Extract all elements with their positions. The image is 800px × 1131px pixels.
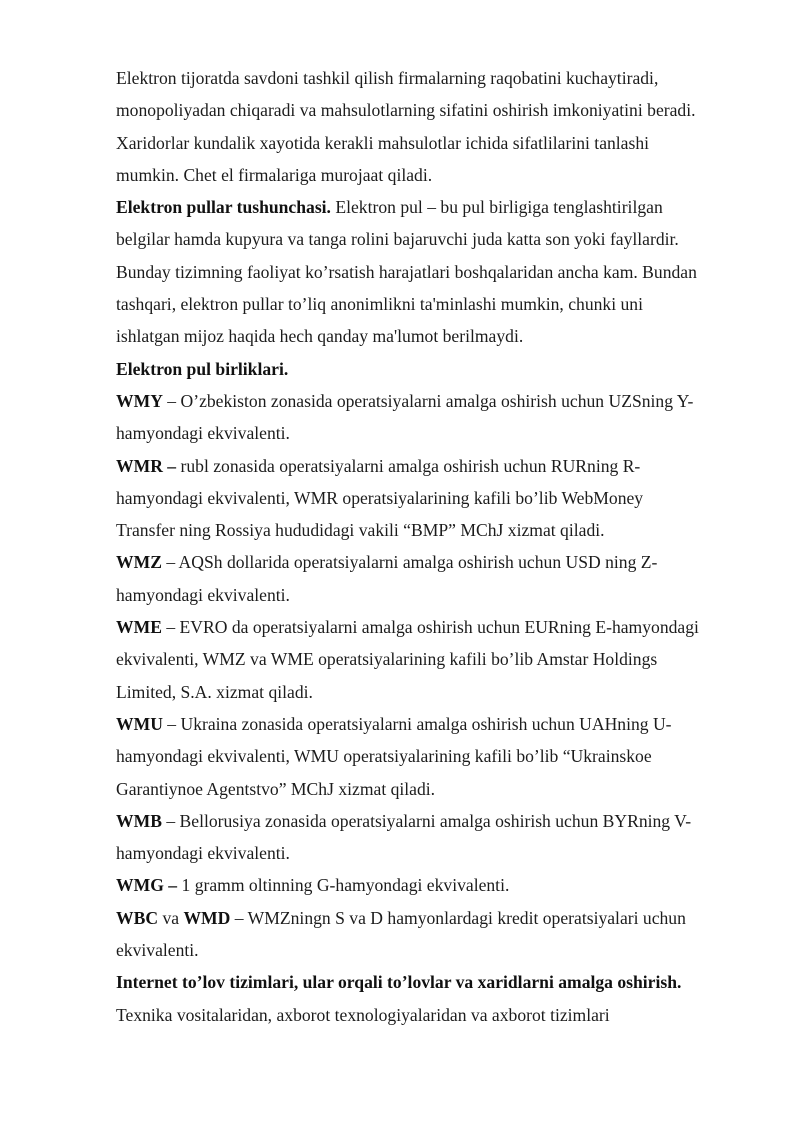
text-line bbox=[116, 191, 756, 223]
term-label: WMY bbox=[116, 390, 163, 411]
text-line bbox=[116, 869, 756, 901]
text-line: hamyondagi ekvivalenti. bbox=[116, 584, 290, 605]
text-run: 1 gramm oltinning G-hamyondagi ekvivalenti. bbox=[177, 875, 510, 896]
term-label: WMZ bbox=[116, 552, 162, 573]
text-line: Texnika vositalaridan, axborot texnologiyalaridan va axborot tizimlari bbox=[116, 1004, 610, 1025]
text-run: – O’zbekiston zonasida operatsiyalarni amalga oshirish uchun UZSning Y- bbox=[162, 390, 694, 411]
text-line: hamyondagi ekvivalenti. bbox=[116, 423, 290, 444]
text-line: monopoliyadan chiqaradi va mahsulotlarning sifatini oshirish imkoniyatini beradi. bbox=[116, 100, 696, 121]
text-line bbox=[116, 450, 756, 482]
text-run: – AQSh dollarida operatsiyalarni amalga oshirish uchun USD ning Z- bbox=[161, 552, 658, 573]
term-label: WMD bbox=[183, 907, 231, 928]
text-line bbox=[116, 966, 756, 998]
text-line: Xaridorlar kundalik xayotida kerakli mahsulotlar ichida sifatlilarini tanlashi bbox=[116, 132, 650, 153]
text-line: tashqari, elektron pullar to’liq anonimlikni ta'minlashi mumkin, chunki uni bbox=[116, 294, 643, 315]
text-line: ekvivalenti, WMZ va WME operatsiyalarining kafili bo’lib Amstar Holdings bbox=[116, 649, 658, 670]
text-run: rubl zonasida operatsiyalarni amalga oshirish uchun RURning R- bbox=[176, 455, 641, 476]
term-label: WME bbox=[116, 617, 162, 638]
text-line bbox=[116, 805, 756, 837]
text-line: ekvivalenti. bbox=[116, 940, 199, 961]
text-line: hamyondagi ekvivalenti, WMU operatsiyalarining kafili bo’lib “Ukrainskoe bbox=[116, 746, 652, 767]
text-run: – WMZningn S va D hamyonlardagi kredit operatsiyalari uchun bbox=[230, 907, 686, 928]
term-label: WMU bbox=[116, 713, 163, 734]
text-line bbox=[116, 385, 756, 417]
text-line: Transfer ning Rossiya hududidagi vakili “BMP” MChJ xizmat qiladi. bbox=[116, 520, 605, 541]
text-line: hamyondagi ekvivalenti. bbox=[116, 843, 290, 864]
section-heading: Elektron pul birliklari. bbox=[116, 358, 289, 379]
term-label: WBC bbox=[116, 907, 159, 928]
text-run: va bbox=[158, 907, 184, 928]
text-line: Elektron tijoratda savdoni tashkil qilish firmalarning raqobatini kuchaytiradi, bbox=[116, 68, 659, 88]
text-line: mumkin. Chet el firmalariga murojaat qiladi. bbox=[116, 164, 433, 185]
text-line: Bunday tizimning faoliyat ko’rsatish harajatlari boshqalaridan ancha kam. Bundan bbox=[116, 261, 697, 282]
text-line bbox=[116, 546, 756, 578]
text-run: Elektron pul – bu pul birligiga tenglashtirilgan bbox=[330, 197, 663, 218]
term-label: WMR – bbox=[116, 455, 177, 476]
text-run: – Ukraina zonasida operatsiyalarni amalga oshirish uchun UAHning U- bbox=[162, 713, 672, 734]
text-line bbox=[116, 708, 756, 740]
text-line: hamyondagi ekvivalenti, WMR operatsiyalarining kafili bo’lib WebMoney bbox=[116, 487, 644, 508]
text-line bbox=[116, 611, 756, 643]
section-heading: Internet to’lov tizimlari, ular orqali to’lovlar va xaridlarni amalga oshirish. bbox=[116, 972, 682, 993]
text-line: ishlatgan mijoz haqida hech qanday ma'lumot berilmaydi. bbox=[116, 326, 524, 347]
text-line bbox=[116, 353, 756, 385]
text-run: – Bellorusiya zonasida operatsiyalarni amalga oshirish uchun BYRning V- bbox=[161, 810, 692, 831]
text-line bbox=[116, 902, 756, 934]
section-heading: Elektron pullar tushunchasi. bbox=[116, 197, 331, 218]
term-label: WMB bbox=[116, 810, 162, 831]
document-page bbox=[116, 62, 756, 1031]
text-line: belgilar hamda kupyura va tanga rolini bajaruvchi juda katta son yoki fayllardir. bbox=[116, 229, 679, 250]
text-run: – EVRO da operatsiyalarni amalga oshirish uchun EURning E-hamyondagi bbox=[161, 617, 699, 638]
term-label: WMG – bbox=[116, 875, 178, 896]
text-line: Limited, S.A. xizmat qiladi. bbox=[116, 681, 313, 702]
text-line: Garantiynoe Agentstvo” MChJ xizmat qiladi. bbox=[116, 778, 436, 799]
